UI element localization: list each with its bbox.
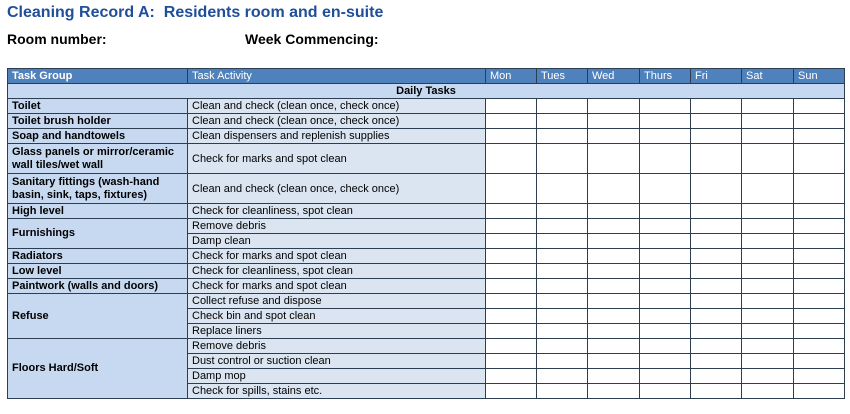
task-activity-cell: Remove debris <box>188 339 486 354</box>
day-check-cell[interactable] <box>691 339 742 354</box>
task-activity-cell: Collect refuse and dispose <box>188 294 486 309</box>
day-check-cell[interactable] <box>640 114 691 129</box>
cleaning-record-table <box>7 68 845 399</box>
task-group-cell: Refuse <box>8 294 188 339</box>
day-check-cell[interactable] <box>537 324 588 339</box>
task-activity-cell: Clean and check (clean once, check once) <box>188 174 486 204</box>
day-check-cell[interactable] <box>742 369 794 384</box>
day-check-cell[interactable] <box>691 264 742 279</box>
day-check-cell[interactable] <box>486 264 537 279</box>
task-group-cell: Floors Hard/Soft <box>8 339 188 399</box>
day-check-cell[interactable] <box>588 144 640 174</box>
day-check-cell[interactable] <box>794 249 845 264</box>
day-check-cell[interactable] <box>691 324 742 339</box>
day-check-cell[interactable] <box>537 264 588 279</box>
column-header: Sat <box>742 69 794 84</box>
day-check-cell[interactable] <box>794 279 845 294</box>
day-check-cell[interactable] <box>588 339 640 354</box>
day-check-cell[interactable] <box>486 219 537 234</box>
day-check-cell[interactable] <box>486 144 537 174</box>
day-check-cell[interactable] <box>691 204 742 219</box>
day-check-cell[interactable] <box>486 339 537 354</box>
day-check-cell[interactable] <box>742 219 794 234</box>
day-check-cell[interactable] <box>588 114 640 129</box>
day-check-cell[interactable] <box>588 369 640 384</box>
day-check-cell[interactable] <box>794 264 845 279</box>
day-check-cell[interactable] <box>588 234 640 249</box>
page-title: Cleaning Record A: Residents room and en-suite <box>7 4 384 21</box>
task-group-cell: Low level <box>8 264 188 279</box>
table-row <box>8 294 845 309</box>
table-row <box>8 204 845 219</box>
column-header: Task Group <box>8 69 188 84</box>
task-activity-cell: Damp clean <box>188 234 486 249</box>
task-group-cell: Paintwork (walls and doors) <box>8 279 188 294</box>
day-check-cell[interactable] <box>742 279 794 294</box>
table-row <box>8 129 845 144</box>
day-check-cell[interactable] <box>691 114 742 129</box>
task-activity-cell: Check for marks and spot clean <box>188 144 486 174</box>
day-check-cell[interactable] <box>742 249 794 264</box>
day-check-cell[interactable] <box>691 234 742 249</box>
day-check-cell[interactable] <box>537 204 588 219</box>
day-check-cell[interactable] <box>794 384 845 399</box>
day-check-cell[interactable] <box>640 294 691 309</box>
day-check-cell[interactable] <box>588 294 640 309</box>
day-check-cell[interactable] <box>640 249 691 264</box>
day-check-cell[interactable] <box>742 129 794 144</box>
day-check-cell[interactable] <box>537 309 588 324</box>
day-check-cell[interactable] <box>640 219 691 234</box>
task-activity-cell: Remove debris <box>188 219 486 234</box>
column-header: Task Activity <box>188 69 486 84</box>
section-daily-tasks: Daily Tasks <box>8 84 845 99</box>
day-check-cell[interactable] <box>742 174 794 204</box>
day-check-cell[interactable] <box>794 354 845 369</box>
task-group-cell: Radiators <box>8 249 188 264</box>
day-check-cell[interactable] <box>794 144 845 174</box>
day-check-cell[interactable] <box>640 339 691 354</box>
day-check-cell[interactable] <box>537 369 588 384</box>
day-check-cell[interactable] <box>794 114 845 129</box>
day-check-cell[interactable] <box>588 219 640 234</box>
table-header-row <box>8 69 845 84</box>
day-check-cell[interactable] <box>640 234 691 249</box>
table-row <box>8 279 845 294</box>
day-check-cell[interactable] <box>486 204 537 219</box>
day-check-cell[interactable] <box>640 174 691 204</box>
week-commencing-label: Week Commencing: <box>245 31 379 47</box>
day-check-cell[interactable] <box>640 264 691 279</box>
day-check-cell[interactable] <box>537 339 588 354</box>
table-row <box>8 219 845 234</box>
day-check-cell[interactable] <box>537 354 588 369</box>
day-check-cell[interactable] <box>742 204 794 219</box>
day-check-cell[interactable] <box>742 99 794 114</box>
task-activity-cell: Damp mop <box>188 369 486 384</box>
day-check-cell[interactable] <box>742 294 794 309</box>
day-check-cell[interactable] <box>742 114 794 129</box>
day-check-cell[interactable] <box>640 309 691 324</box>
column-header: Fri <box>691 69 742 84</box>
day-check-cell[interactable] <box>486 309 537 324</box>
day-check-cell[interactable] <box>486 234 537 249</box>
day-check-cell[interactable] <box>691 369 742 384</box>
day-check-cell[interactable] <box>742 309 794 324</box>
task-group-cell: Toilet brush holder <box>8 114 188 129</box>
day-check-cell[interactable] <box>486 294 537 309</box>
task-group-cell: Toilet <box>8 99 188 114</box>
task-activity-cell: Check for spills, stains etc. <box>188 384 486 399</box>
day-check-cell[interactable] <box>486 384 537 399</box>
day-check-cell[interactable] <box>691 384 742 399</box>
column-header: Mon <box>486 69 537 84</box>
day-check-cell[interactable] <box>794 174 845 204</box>
table-row <box>8 174 845 204</box>
day-check-cell[interactable] <box>742 324 794 339</box>
day-check-cell[interactable] <box>794 99 845 114</box>
day-check-cell[interactable] <box>640 144 691 174</box>
day-check-cell[interactable] <box>640 204 691 219</box>
task-group-cell: Glass panels or mirror/ceramic wall tiles/wet wall <box>8 144 188 174</box>
day-check-cell[interactable] <box>640 279 691 294</box>
day-check-cell[interactable] <box>588 264 640 279</box>
day-check-cell[interactable] <box>742 354 794 369</box>
task-activity-cell: Clean dispensers and replenish supplies <box>188 129 486 144</box>
task-activity-cell: Check for cleanliness, spot clean <box>188 204 486 219</box>
day-check-cell[interactable] <box>691 144 742 174</box>
day-check-cell[interactable] <box>486 369 537 384</box>
day-check-cell[interactable] <box>537 384 588 399</box>
day-check-cell[interactable] <box>486 99 537 114</box>
table-row <box>8 264 845 279</box>
day-check-cell[interactable] <box>742 264 794 279</box>
task-activity-cell: Clean and check (clean once, check once) <box>188 99 486 114</box>
task-group-cell: High level <box>8 204 188 219</box>
day-check-cell[interactable] <box>742 339 794 354</box>
day-check-cell[interactable] <box>794 234 845 249</box>
day-check-cell[interactable] <box>794 309 845 324</box>
day-check-cell[interactable] <box>588 174 640 204</box>
day-check-cell[interactable] <box>588 309 640 324</box>
day-check-cell[interactable] <box>486 114 537 129</box>
day-check-cell[interactable] <box>691 249 742 264</box>
day-check-cell[interactable] <box>742 144 794 174</box>
table-row <box>8 99 845 114</box>
day-check-cell[interactable] <box>640 369 691 384</box>
task-group-cell: Furnishings <box>8 219 188 249</box>
day-check-cell[interactable] <box>537 279 588 294</box>
day-check-cell[interactable] <box>537 294 588 309</box>
day-check-cell[interactable] <box>794 339 845 354</box>
day-check-cell[interactable] <box>794 294 845 309</box>
day-check-cell[interactable] <box>794 369 845 384</box>
task-activity-cell: Replace liners <box>188 324 486 339</box>
task-group-cell: Sanitary fittings (wash-hand basin, sink, taps, fixtures) <box>8 174 188 204</box>
day-check-cell[interactable] <box>691 219 742 234</box>
task-activity-cell: Dust control or suction clean <box>188 354 486 369</box>
day-check-cell[interactable] <box>640 99 691 114</box>
table-row <box>8 249 845 264</box>
day-check-cell[interactable] <box>588 279 640 294</box>
task-activity-cell: Clean and check (clean once, check once) <box>188 114 486 129</box>
column-header: Wed <box>588 69 640 84</box>
column-header: Thurs <box>640 69 691 84</box>
day-check-cell[interactable] <box>537 174 588 204</box>
day-check-cell[interactable] <box>486 249 537 264</box>
day-check-cell[interactable] <box>640 129 691 144</box>
day-check-cell[interactable] <box>588 249 640 264</box>
day-check-cell[interactable] <box>588 354 640 369</box>
day-check-cell[interactable] <box>640 384 691 399</box>
day-check-cell[interactable] <box>691 99 742 114</box>
day-check-cell[interactable] <box>742 234 794 249</box>
day-check-cell[interactable] <box>742 384 794 399</box>
day-check-cell[interactable] <box>588 324 640 339</box>
day-check-cell[interactable] <box>486 129 537 144</box>
table-row <box>8 339 845 354</box>
day-check-cell[interactable] <box>588 204 640 219</box>
column-header: Tues <box>537 69 588 84</box>
day-check-cell[interactable] <box>691 129 742 144</box>
day-check-cell[interactable] <box>537 234 588 249</box>
column-header: Sun <box>794 69 845 84</box>
day-check-cell[interactable] <box>537 114 588 129</box>
day-check-cell[interactable] <box>691 294 742 309</box>
task-activity-cell: Check for marks and spot clean <box>188 279 486 294</box>
day-check-cell[interactable] <box>794 204 845 219</box>
day-check-cell[interactable] <box>691 354 742 369</box>
day-check-cell[interactable] <box>588 129 640 144</box>
day-check-cell[interactable] <box>794 129 845 144</box>
day-check-cell[interactable] <box>691 174 742 204</box>
task-group-cell: Soap and handtowels <box>8 129 188 144</box>
day-check-cell[interactable] <box>486 174 537 204</box>
day-check-cell[interactable] <box>537 129 588 144</box>
day-check-cell[interactable] <box>691 309 742 324</box>
day-check-cell[interactable] <box>794 324 845 339</box>
task-activity-cell: Check for cleanliness, spot clean <box>188 264 486 279</box>
day-check-cell[interactable] <box>794 219 845 234</box>
day-check-cell[interactable] <box>588 99 640 114</box>
day-check-cell[interactable] <box>588 384 640 399</box>
day-check-cell[interactable] <box>486 324 537 339</box>
day-check-cell[interactable] <box>537 144 588 174</box>
day-check-cell[interactable] <box>640 324 691 339</box>
room-number-label: Room number: <box>7 31 107 47</box>
day-check-cell[interactable] <box>640 354 691 369</box>
table-row <box>8 114 845 129</box>
day-check-cell[interactable] <box>486 279 537 294</box>
day-check-cell[interactable] <box>537 99 588 114</box>
table-row <box>8 144 845 174</box>
day-check-cell[interactable] <box>537 219 588 234</box>
day-check-cell[interactable] <box>691 279 742 294</box>
task-activity-cell: Check for marks and spot clean <box>188 249 486 264</box>
day-check-cell[interactable] <box>486 354 537 369</box>
task-activity-cell: Check bin and spot clean <box>188 309 486 324</box>
day-check-cell[interactable] <box>537 249 588 264</box>
